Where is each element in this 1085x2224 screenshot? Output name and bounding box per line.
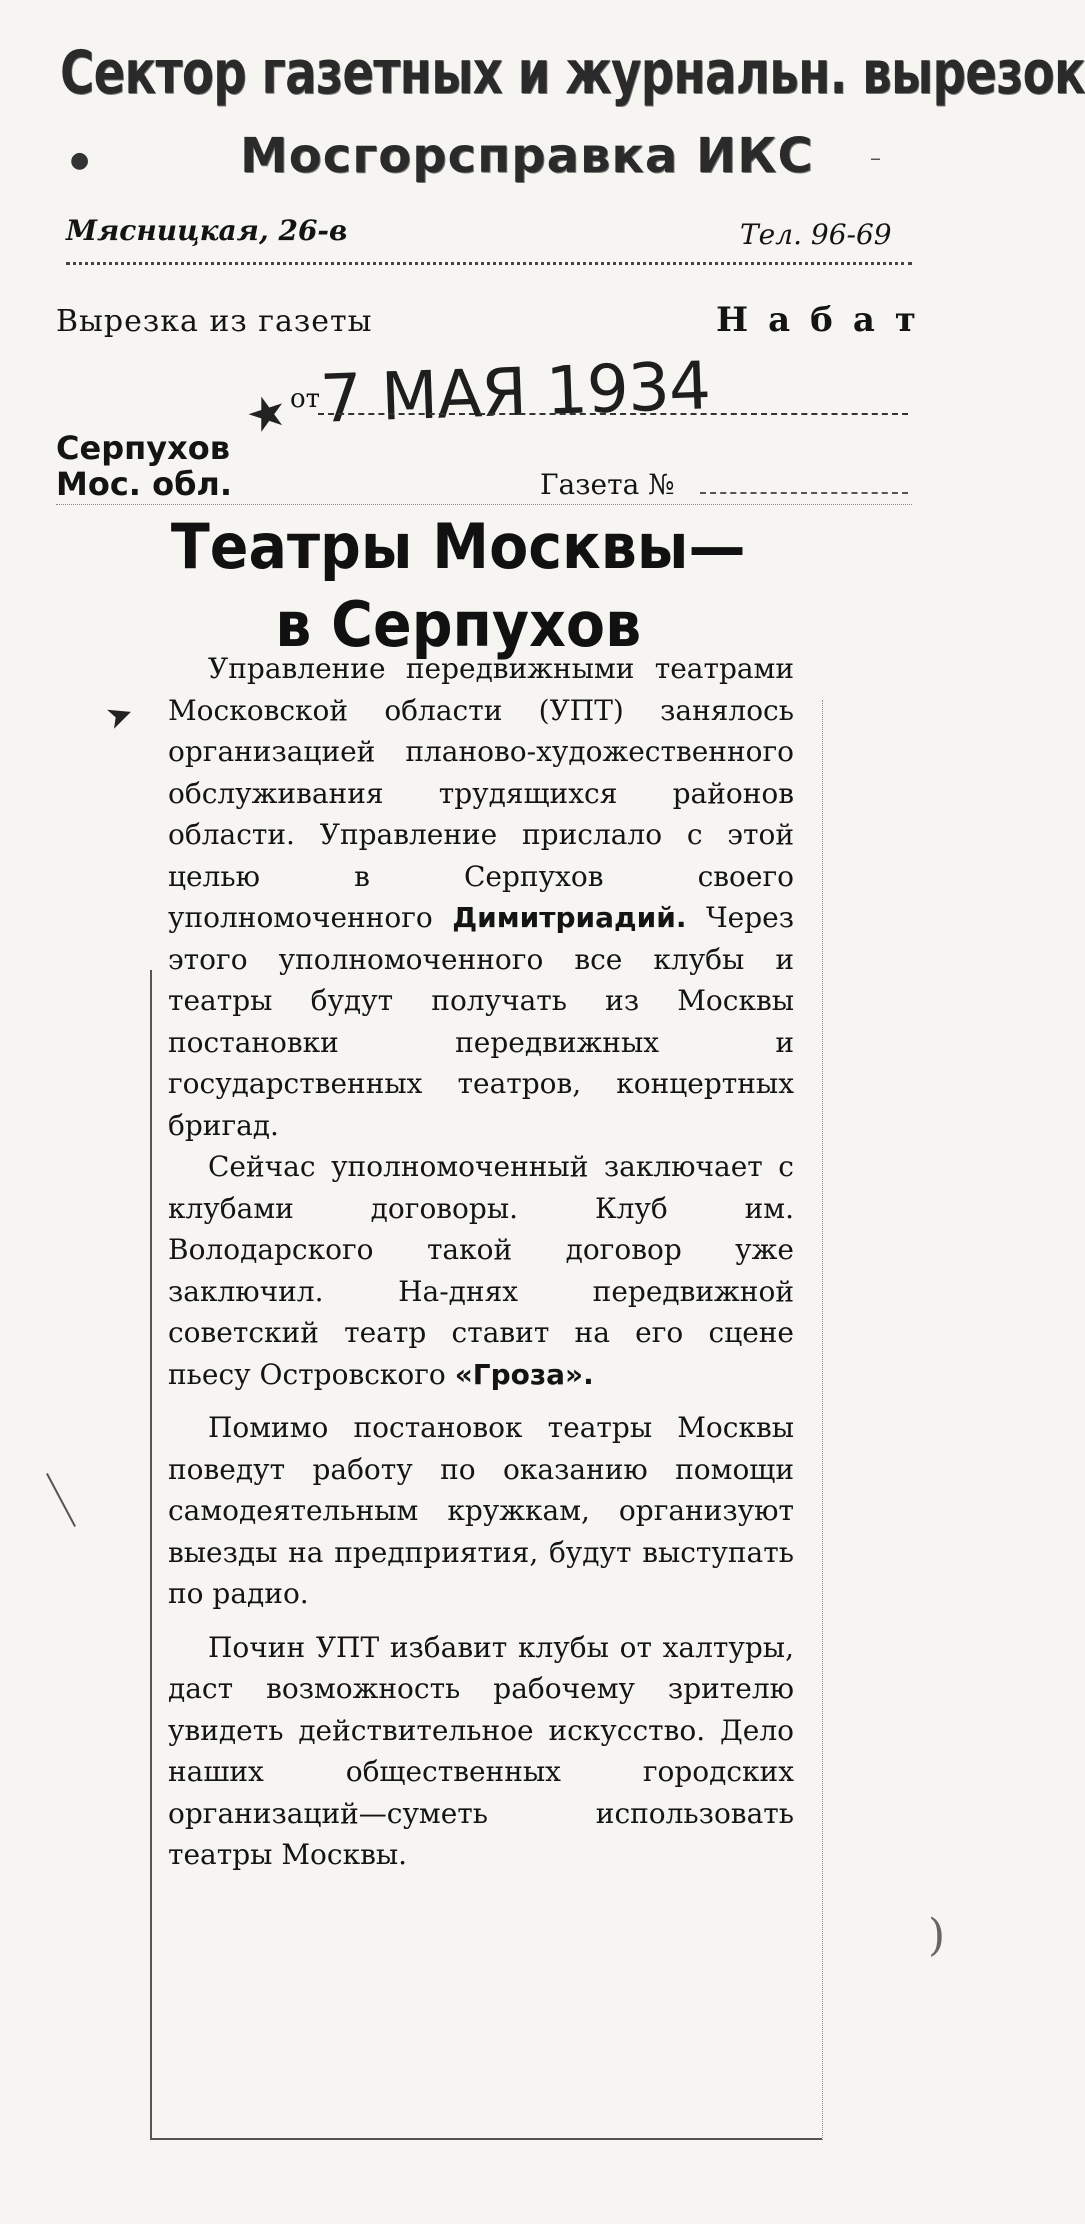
date-prefix: от <box>290 384 321 414</box>
paragraph-1-text-cont: Через этого уполномоченного все клубы и театры будут получать из Москвы постановки передвижных и государственных театров, концертных бригад. <box>168 901 794 1142</box>
headline <box>150 508 766 664</box>
article-body <box>168 648 794 1876</box>
margin-mark: ) <box>928 1910 946 1961</box>
article-top-divider <box>56 504 912 505</box>
column-right-border <box>822 700 823 2140</box>
city-block <box>56 430 232 502</box>
organization-name: Мосгорсправка ИКС <box>240 128 814 184</box>
paragraph-2 <box>168 1146 794 1395</box>
column-bottom-border <box>150 2138 822 2140</box>
date-underline <box>318 413 908 415</box>
paragraph-1-text: Управление передвижными театрами Московской области (УПТ) занялось организацией планово-художественного обслуживания трудящихся районов области. Управление прислало с этой целью в Серпухов своего уполномоченного <box>168 652 794 934</box>
headline-line-1: Театры Москвы— <box>170 510 746 583</box>
bullet-mark-right: – <box>870 146 881 171</box>
paragraph-3: Помимо постановок театры Москвы поведут работу по оказанию помощи самодеятельным кружкам, организуют выезды на предприятия, будут выступать по радио. <box>168 1411 794 1610</box>
play-title: «Гроза». <box>454 1357 594 1391</box>
clipping-label: Вырезка из газеты <box>56 304 373 339</box>
headline-line-2: в Серпухов <box>275 588 642 661</box>
scratch-mark <box>46 1473 76 1527</box>
city-name: Серпухов <box>56 429 230 467</box>
gazeta-number-label: Газета № <box>540 468 675 501</box>
date-stamp: 7 МАЯ 1934 <box>318 347 712 438</box>
phone-number: Тел. 96-69 <box>740 218 892 251</box>
newspaper-name: Набат <box>716 300 936 340</box>
region-name: Мос. обл. <box>56 465 233 503</box>
bureau-title: Сектор газетных и журнальн. вырезок <box>60 38 1085 108</box>
paragraph-4: Почин УПТ избавит клубы от халтуры, даст возможность рабочему зрителю увидеть действительное искусство. Дело наших общественных городских организаций—суметь использовать театры Москвы. <box>168 1630 794 1871</box>
paragraph-2-text: Сейчас уполномоченный заключает с клубами договоры. Клуб им. Володарского такой договор уже заключил. На-днях передвижной советский театр ставит на его сцене пьесу Островского <box>168 1150 794 1391</box>
header-divider <box>66 262 912 265</box>
column-left-border <box>150 970 152 2140</box>
bullet-mark-left: ● <box>70 148 90 173</box>
address: Мясницкая, 26-в <box>66 214 348 247</box>
paragraph-1 <box>168 648 794 1146</box>
pointer-icon: ➤ <box>100 692 139 738</box>
star-icon: ★ <box>238 380 295 446</box>
gazeta-number-line <box>700 492 908 494</box>
person-name: Димитриадий. <box>452 901 687 934</box>
